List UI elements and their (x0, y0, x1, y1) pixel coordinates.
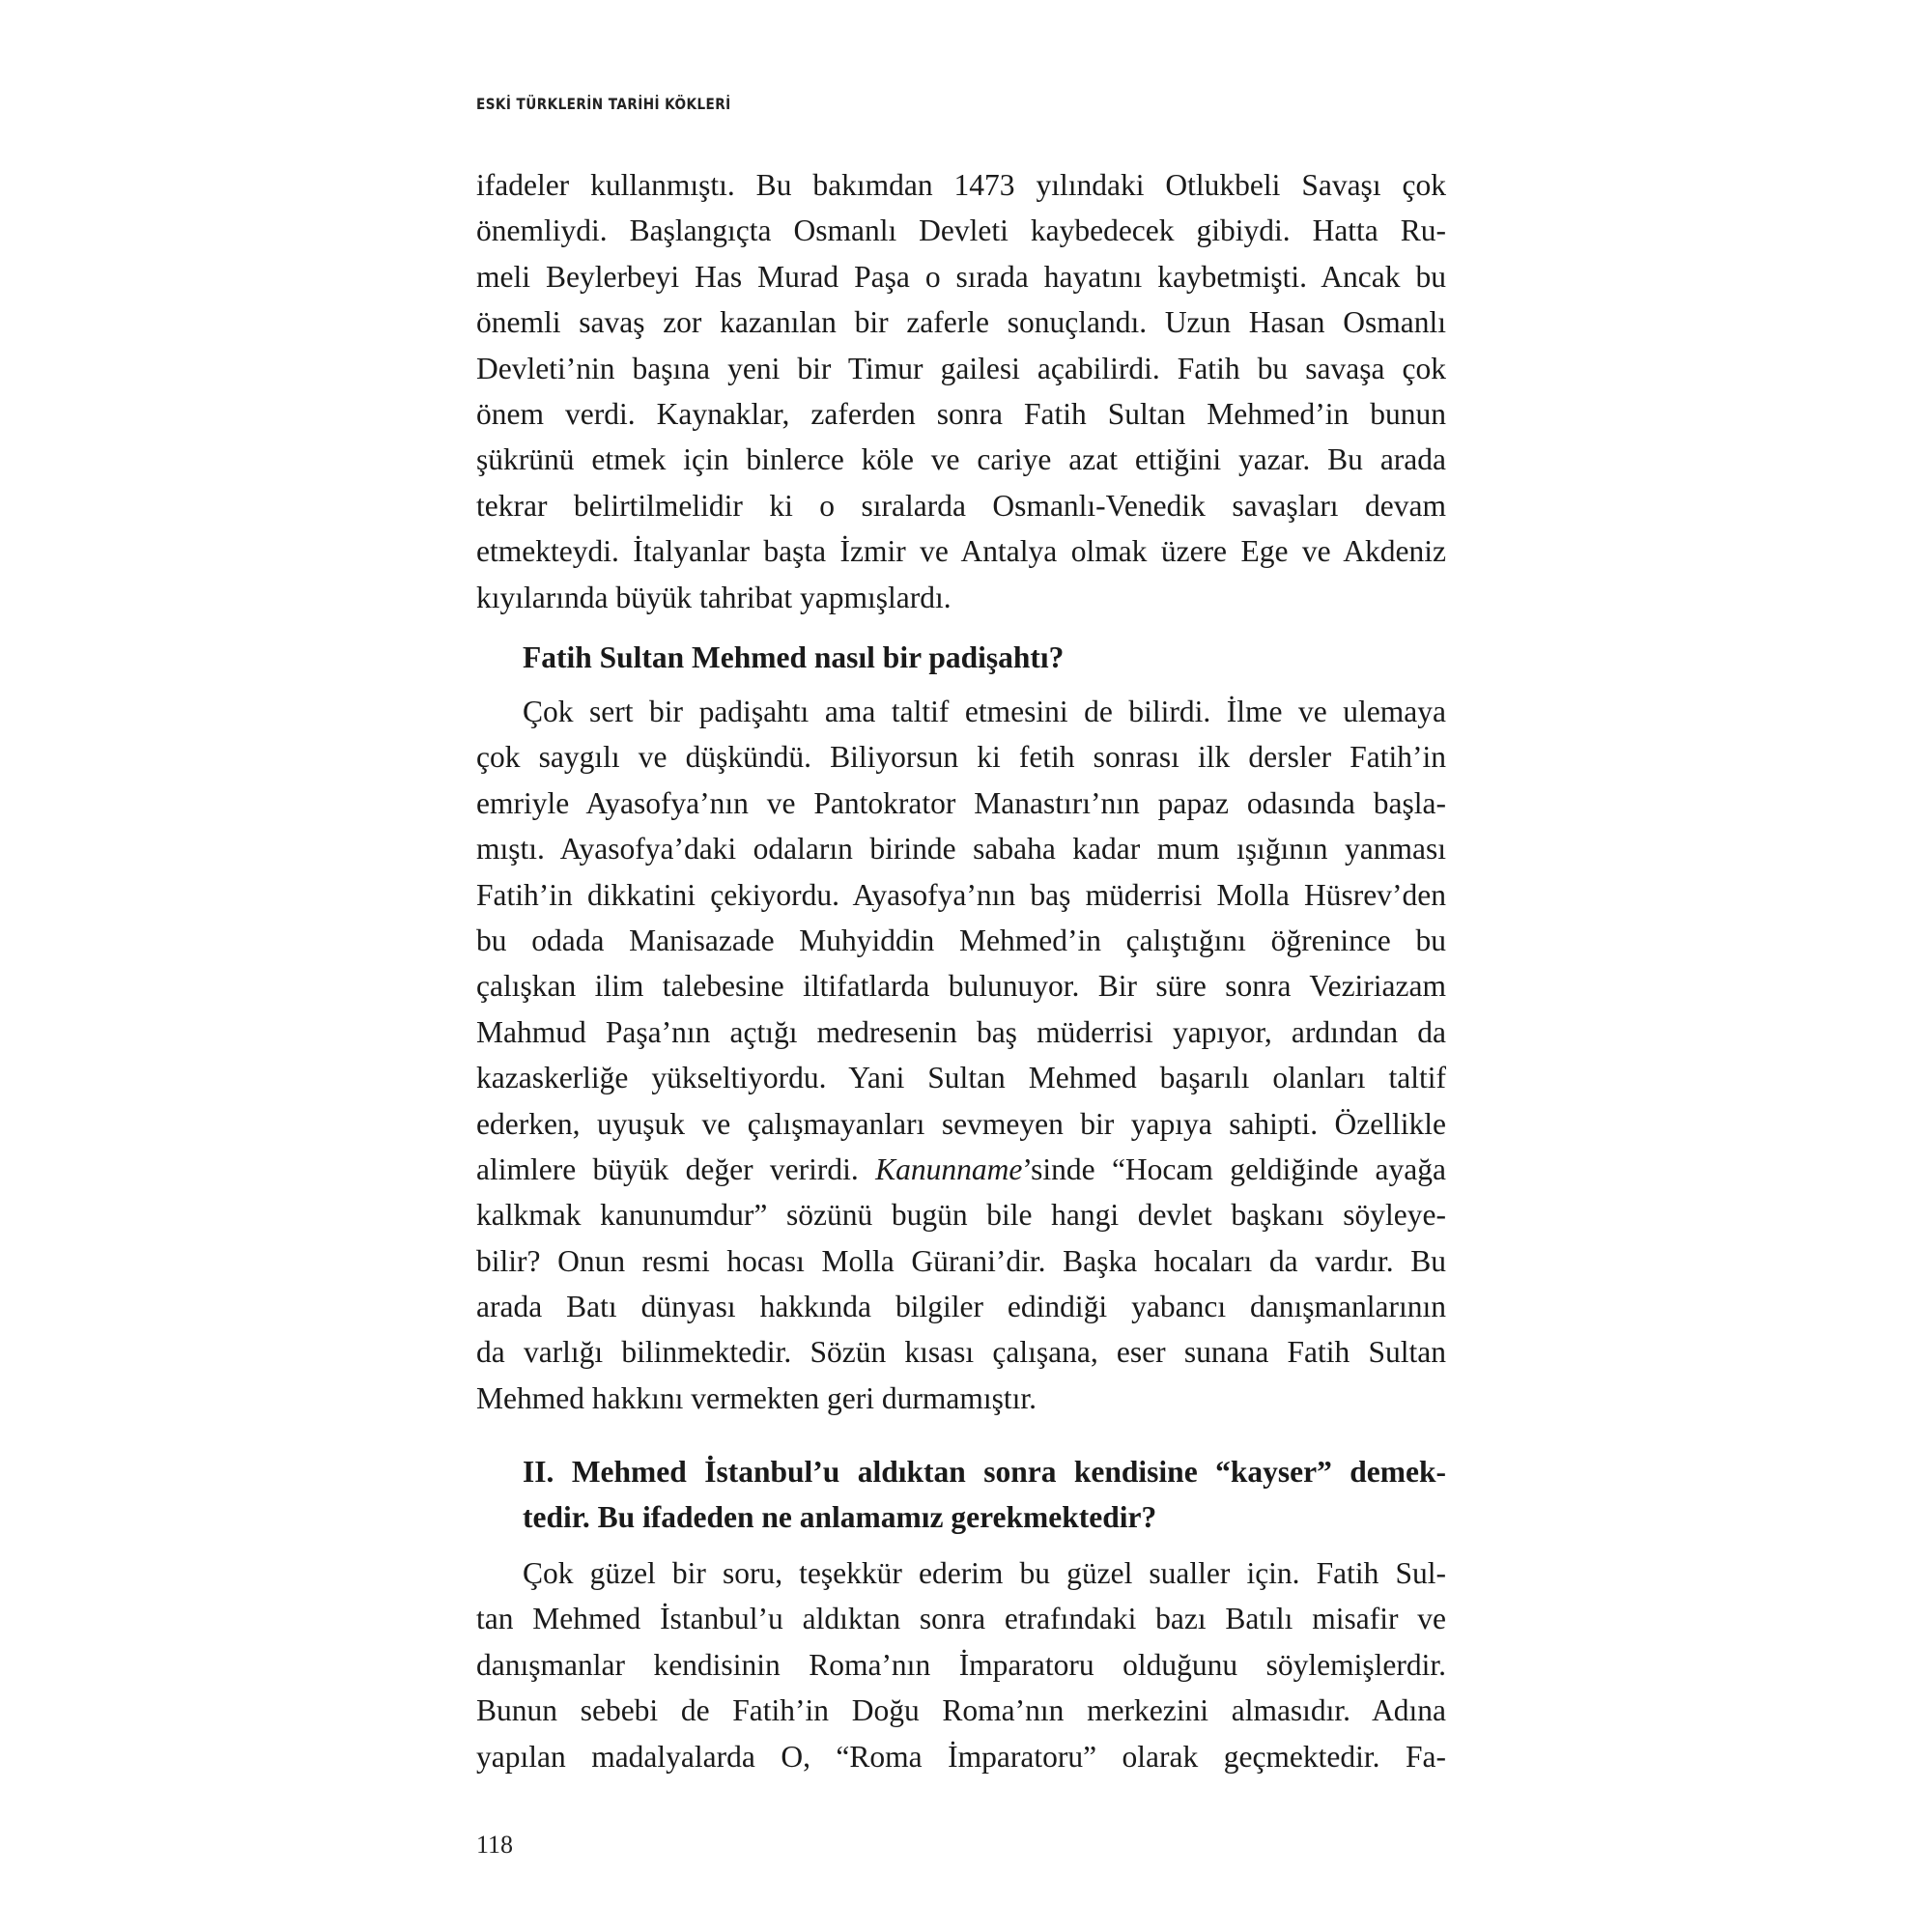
text-line: bu odada Manisazade Muhyiddin Mehmed’in çalıştığını öğrenince bu (476, 923, 1446, 957)
paragraph-3 (476, 1550, 1446, 1779)
text-line: önemliydi. Başlangıçta Osmanlı Devleti kaybedecek gibiydi. Hatta Ru- (476, 213, 1446, 248)
text-line: Mahmud Paşa’nın açtığı medresenin baş müderrisi yapıyor, ardından da (476, 1014, 1446, 1049)
text-line: mıştı. Ayasofya’daki odaların birinde sabaha kadar mum ışığının yanması (476, 832, 1446, 867)
text-line: kazaskerliğe yükseltiyordu. Yani Sultan Mehmed başarılı olanları taltif (476, 1061, 1446, 1095)
italic-title: Kanunname (875, 1151, 1023, 1186)
text-line: arada Batı dünyası hakkında bilgiler edindiği yabancı danışmanlarının (476, 1290, 1446, 1324)
paragraph-2 (476, 689, 1446, 1421)
text-line: etmekteydi. İtalyanlar başta İzmir ve Antalya olmak üzere Ege ve Akdeniz (476, 534, 1446, 569)
text-line: meli Beylerbeyi Has Murad Paşa o sırada hayatını kaybetmişti. Ancak bu (476, 259, 1446, 294)
text-line: kalkmak kanunumdur” sözünü bugün bile hangi devlet başkanı söyleye- (476, 1198, 1446, 1233)
text-line: tedir. Bu ifadeden ne anlamamız gerekmektedir? (523, 1500, 1157, 1535)
text-line: Bunun sebebi de Fatih’in Doğu Roma’nın merkezini almasıdır. Adına (476, 1693, 1446, 1728)
text-line: tekrar belirtilmelidir ki o sıralarda Osmanlı-Venedik savaşları devam (476, 488, 1446, 523)
text-line: kıyılarında büyük tahribat yapmışlardı. (476, 580, 952, 614)
text-line: ifadeler kullanmıştı. Bu bakımdan 1473 yılındaki Otlukbeli Savaşı çok (476, 168, 1446, 202)
text-line: Devleti’nin başına yeni bir Timur gailesi açabilirdi. Fatih bu savaşa çok (476, 351, 1446, 385)
paragraph-1 (476, 162, 1446, 620)
text-line: Fatih Sultan Mehmed nasıl bir padişahtı? (523, 640, 1065, 674)
text-line: tan Mehmed İstanbul’u aldıktan sonra etrafındaki bazı Batılı misafir ve (476, 1602, 1446, 1636)
section-heading-1 (476, 635, 1446, 680)
running-header: ESKİ TÜRKLERİN TARİHİ KÖKLERİ (476, 95, 731, 113)
text-line: Çok sert bir padişahtı ama taltif etmesini de bilirdi. İlme ve ulemaya (523, 695, 1446, 728)
text-span: ’sinde “Hocam geldiğinde ayağa (1022, 1151, 1446, 1186)
text-line: II. Mehmed İstanbul’u aldıktan sonra kendisine “kayser” demek- (523, 1455, 1446, 1489)
text-line: çok saygılı ve düşkündü. Biliyorsun ki fetih sonrası ilk dersler Fatih’in (476, 740, 1446, 775)
page-number: 118 (476, 1831, 514, 1859)
text-line: önem verdi. Kaynaklar, zaferden sonra Fatih Sultan Mehmed’in bunun (476, 396, 1446, 431)
text-line: önemli savaş zor kazanılan bir zaferle sonuçlandı. Uzun Hasan Osmanlı (476, 305, 1446, 340)
text-line: bilir? Onun resmi hocası Molla Gürani’dir. Başka hocaları da vardır. Bu (476, 1243, 1446, 1278)
text-line: alimlere büyük değer verirdi. Kanunname’sinde “Hocam geldiğinde ayağa (476, 1151, 1446, 1186)
text-line: danışmanlar kendisinin Roma’nın İmparatoru olduğunu söylemişlerdir. (476, 1647, 1446, 1682)
text-line: emriyle Ayasofya’nın ve Pantokrator Manastırı’nın papaz odasında başla- (476, 785, 1446, 820)
text-line: Çok güzel bir soru, teşekkür ederim bu güzel sualler için. Fatih Sul- (523, 1556, 1446, 1590)
text-line: da varlığı bilinmektedir. Sözün kısası çalışana, eser sunana Fatih Sultan (476, 1335, 1446, 1370)
text-line: şükrünü etmek için binlerce köle ve cariye azat ettiğini yazar. Bu arada (476, 442, 1446, 477)
text-line: Fatih’in dikkatini çekiyordu. Ayasofya’nın baş müderrisi Molla Hüsrev’den (476, 877, 1446, 912)
text-line: yapılan madalyalarda O, “Roma İmparatoru” olarak geçmektedir. Fa- (476, 1739, 1446, 1774)
text-line: çalışkan ilim talebesine iltifatlarda bulunuyor. Bir süre sonra Veziriazam (476, 969, 1446, 1004)
text-line: ederken, uyuşuk ve çalışmayanları sevmeyen bir yapıya sahipti. Özellikle (476, 1106, 1446, 1141)
text-line: Mehmed hakkını vermekten geri durmamıştır. (476, 1380, 1037, 1415)
section-heading-2 (476, 1449, 1446, 1541)
